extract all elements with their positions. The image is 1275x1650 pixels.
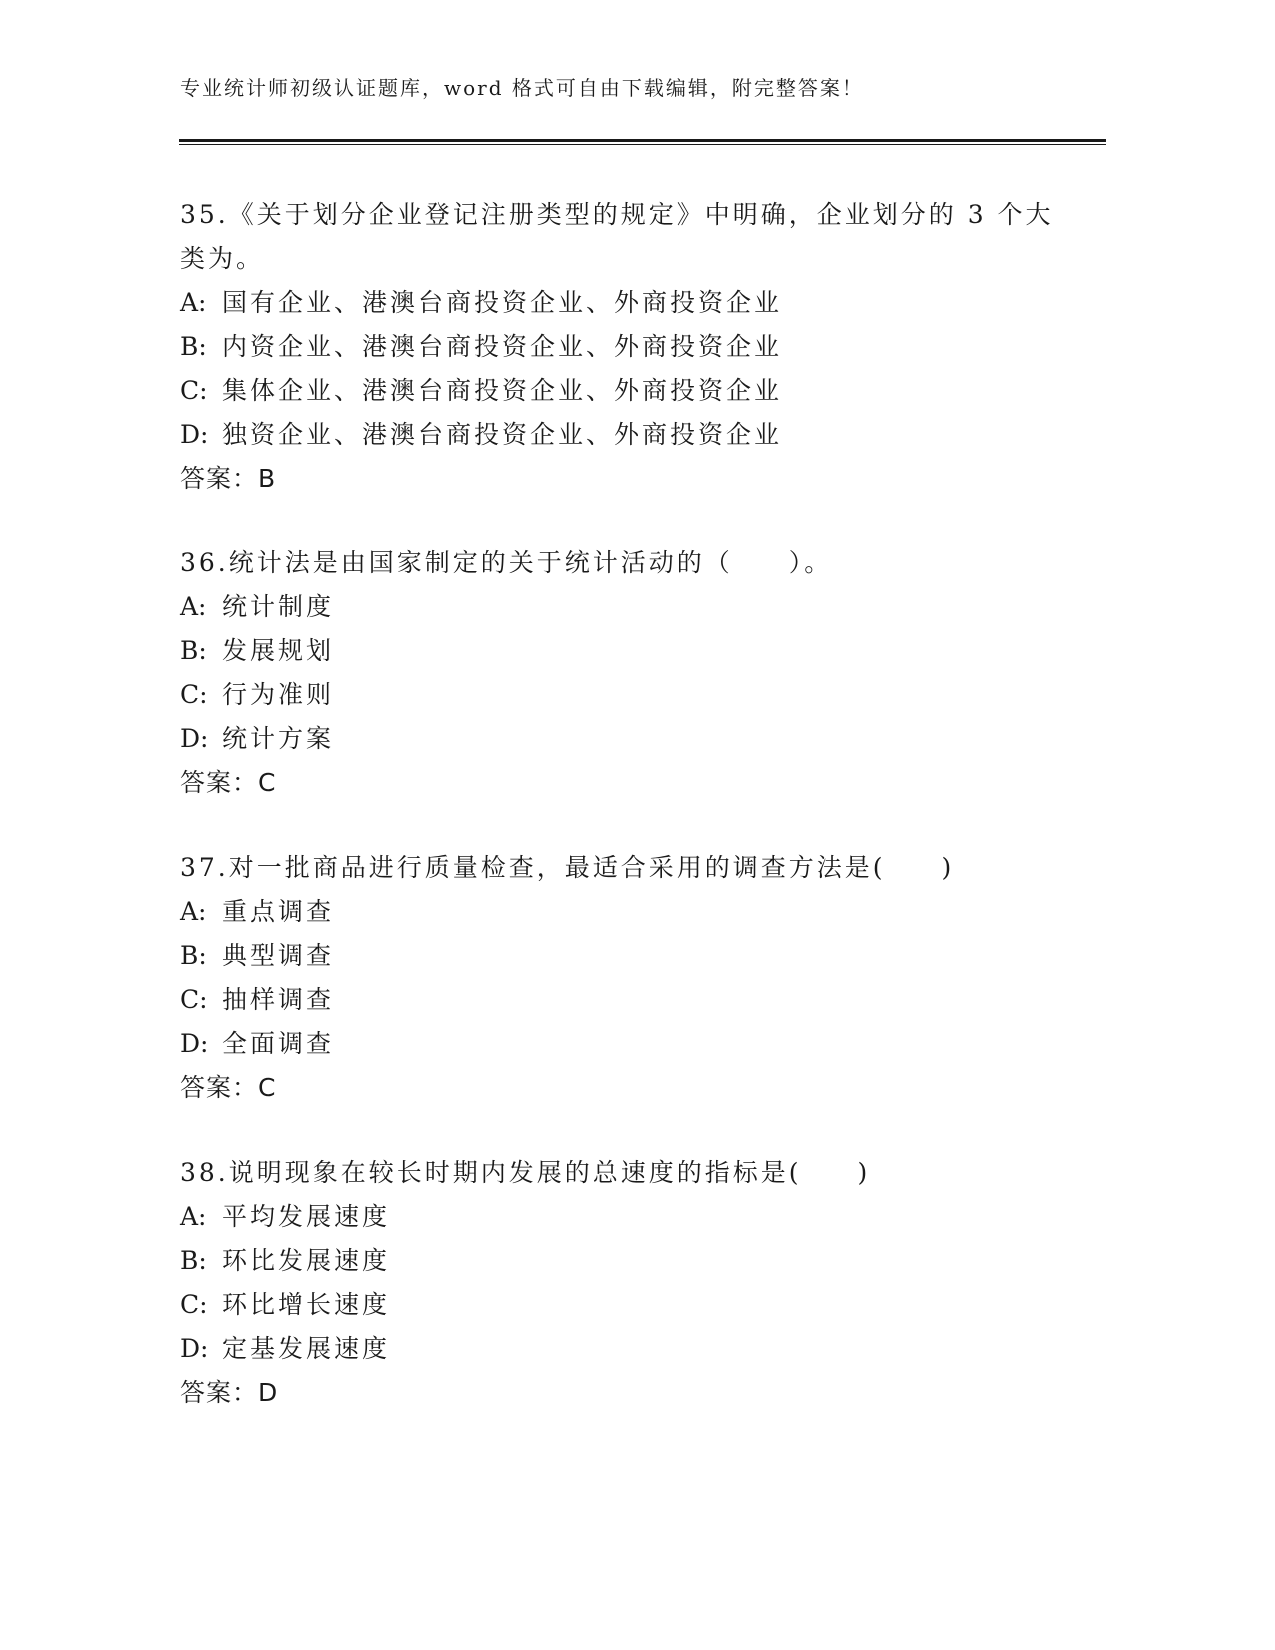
question-36 [180, 541, 1060, 805]
header-text: 专业统计师初级认证题库，word 格式可自由下载编辑，附完整答案！ [180, 76, 864, 100]
option-text: 国有企业、港澳台商投资企业、外商投资企业 [222, 288, 783, 317]
option-text: 统计方案 [222, 724, 335, 753]
option-text: 全面调查 [222, 1029, 335, 1058]
option-c [180, 673, 1060, 717]
option-letter: A: [180, 897, 207, 926]
option-text: 行为准则 [222, 680, 335, 709]
option-b [180, 325, 1060, 369]
option-a [180, 585, 1060, 629]
option-d [180, 717, 1060, 761]
question-stem: 38.说明现象在较长时期内发展的总速度的指标是( ) [180, 1158, 871, 1187]
header-divider-thick [179, 139, 1106, 142]
option-letter: B: [180, 332, 207, 361]
option-text: 独资企业、港澳台商投资企业、外商投资企业 [222, 420, 783, 449]
option-letter: C: [180, 985, 208, 1014]
question-37 [180, 846, 1060, 1110]
option-text: 抽样调查 [222, 985, 335, 1014]
option-letter: D: [180, 724, 209, 753]
option-text: 统计制度 [222, 592, 335, 621]
option-letter: C: [180, 376, 208, 405]
answer: 答案：D [180, 1378, 279, 1407]
option-b [180, 1239, 1060, 1283]
option-text: 环比增长速度 [222, 1290, 391, 1319]
option-letter: D: [180, 1334, 209, 1363]
option-letter: A: [180, 592, 207, 621]
option-letter: A: [180, 288, 207, 317]
option-text: 定基发展速度 [222, 1334, 391, 1363]
option-text: 典型调查 [222, 941, 335, 970]
option-letter: C: [180, 1290, 208, 1319]
answer: 答案：C [180, 768, 277, 797]
question-35 [180, 193, 1060, 501]
answer: 答案：B [180, 464, 277, 493]
header-divider-thin [179, 144, 1106, 145]
option-a [180, 890, 1060, 934]
option-letter: B: [180, 941, 207, 970]
answer: 答案：C [180, 1073, 277, 1102]
option-c [180, 978, 1060, 1022]
option-text: 发展规划 [222, 636, 335, 665]
option-c [180, 369, 1060, 413]
option-a [180, 281, 1060, 325]
option-text: 集体企业、港澳台商投资企业、外商投资企业 [222, 376, 783, 405]
option-letter: D: [180, 1029, 209, 1058]
option-text: 平均发展速度 [222, 1202, 391, 1231]
option-letter: C: [180, 680, 208, 709]
header-divider [179, 139, 1106, 145]
option-d [180, 413, 1060, 457]
option-a [180, 1195, 1060, 1239]
option-c [180, 1283, 1060, 1327]
option-letter: A: [180, 1202, 207, 1231]
option-text: 重点调查 [222, 897, 335, 926]
option-b [180, 934, 1060, 978]
option-letter: B: [180, 636, 207, 665]
option-text: 内资企业、港澳台商投资企业、外商投资企业 [222, 332, 783, 361]
option-d [180, 1327, 1060, 1371]
question-stem: 37.对一批商品进行质量检查，最适合采用的调查方法是( ) [180, 853, 955, 882]
question-stem: 36.统计法是由国家制定的关于统计活动的（ ）。 [180, 548, 833, 577]
option-d [180, 1022, 1060, 1066]
question-38 [180, 1151, 1060, 1415]
question-stem: 35.《关于划分企业登记注册类型的规定》中明确，企业划分的 3 个大类为。 [180, 200, 1054, 273]
option-text: 环比发展速度 [222, 1246, 391, 1275]
option-letter: D: [180, 420, 209, 449]
option-b [180, 629, 1060, 673]
option-letter: B: [180, 1246, 207, 1275]
